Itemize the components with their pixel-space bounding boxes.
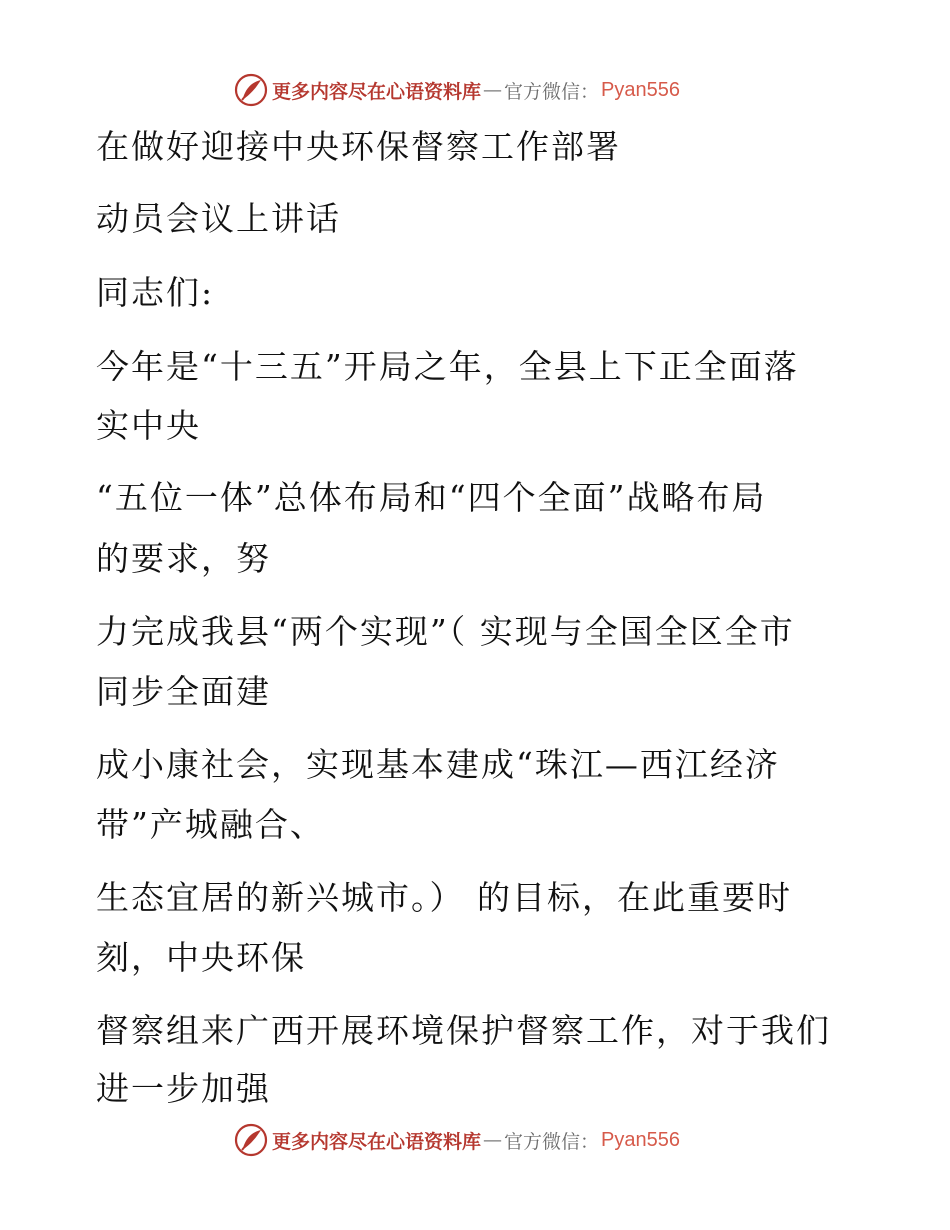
quill-logo-icon xyxy=(234,73,268,107)
body-line: 实中央 xyxy=(96,406,201,445)
watermark-dash: — xyxy=(483,1129,503,1151)
watermark-dash: — xyxy=(483,79,503,101)
body-line: 同步全面建 xyxy=(96,672,271,711)
title-line-1: 在做好迎接中央环保督察工作部署 xyxy=(96,127,621,166)
body-line: 生态宜居的新兴城市。） 的目标，在此重要时 xyxy=(96,878,792,917)
watermark-label: 官方微信： xyxy=(504,80,600,103)
salutation: 同志们: xyxy=(96,273,215,312)
title-line-2: 动员会议上讲话 xyxy=(96,199,341,238)
body-line: 成小康社会，实现基本建成“珠江—西江经济 xyxy=(96,745,780,784)
watermark-brand: 更多内容尽在心语资料库 xyxy=(272,80,482,103)
quill-logo-icon xyxy=(234,1123,268,1157)
body-line: 督察组来广西开展环境保护督察工作，对于我们 xyxy=(96,1011,831,1050)
header-watermark xyxy=(234,72,680,108)
watermark-label: 官方微信： xyxy=(504,1130,600,1153)
footer-watermark xyxy=(234,1122,680,1158)
body-line: 刻，中央环保 xyxy=(96,938,306,977)
watermark-id: Pyan556 xyxy=(601,78,680,101)
body-line: “五位一体”总体布局和“四个全面”战略布局 xyxy=(96,478,767,517)
watermark-brand: 更多内容尽在心语资料库 xyxy=(272,1130,482,1153)
body-line: 力完成我县“两个实现”（ 实现与全国全区全市 xyxy=(96,612,795,651)
watermark-id: Pyan556 xyxy=(601,1128,680,1151)
body-line: 带”产城融合、 xyxy=(96,805,325,844)
body-line: 进一步加强 xyxy=(96,1069,271,1108)
body-line: 今年是“十三五”开局之年，全县上下正全面落 xyxy=(96,347,799,386)
body-line: 的要求，努 xyxy=(96,539,271,578)
